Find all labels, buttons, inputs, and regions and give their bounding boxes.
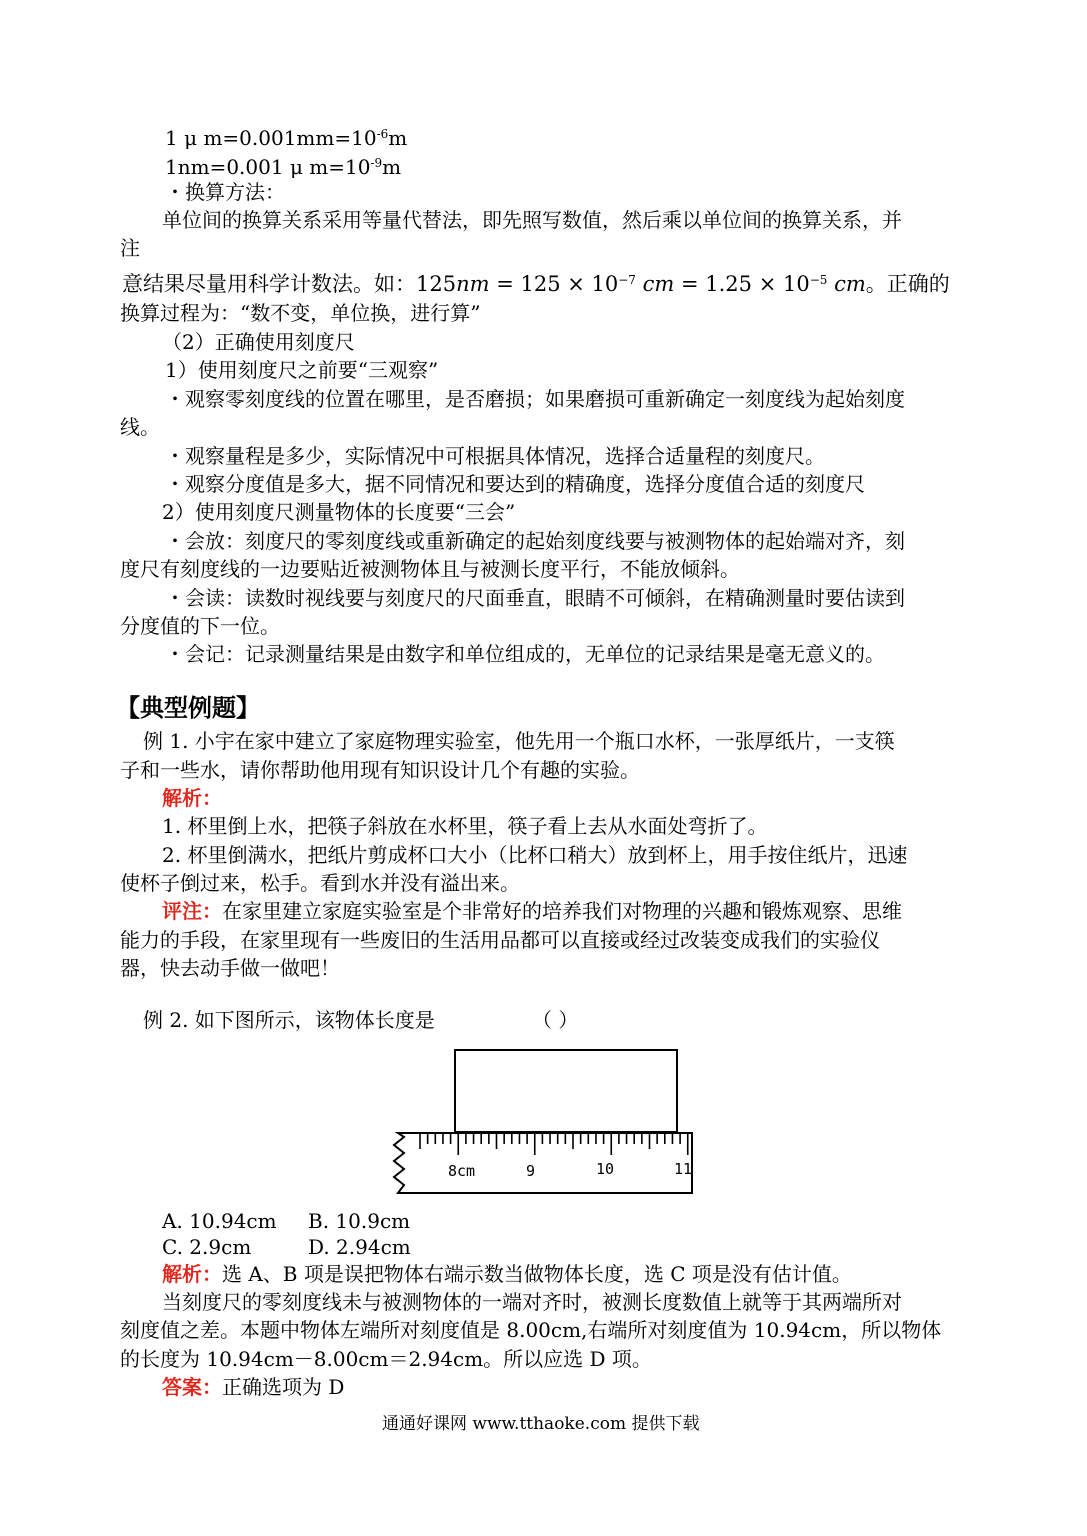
- hui-2b: 分度值的下一位。: [120, 614, 280, 638]
- formula-cm2: cm: [827, 272, 866, 296]
- nm-exp: -9: [370, 156, 383, 170]
- method-paragraph-1: 单位间的换算关系采用等量代替法，即先照写数值，然后乘以单位间的换算关系，并: [162, 208, 902, 232]
- ex1-answer-2b: 使杯子倒过来，松手。看到水并没有溢出来。: [120, 871, 520, 895]
- formula-125: 125: [416, 272, 457, 296]
- ruler-figure: [390, 1045, 700, 1200]
- ex2-jiexi-line: [162, 1261, 852, 1287]
- ex1-comment-2: 能力的手段，在家里现有一些废旧的生活用品都可以直接或经过改装变成我们的实验仪: [120, 928, 880, 952]
- ex1-question-1: 例 1. 小宇在家中建立了家庭物理实验室，他先用一个瓶口水杯，一张厚纸片，一支筷: [143, 729, 895, 753]
- formula-eq2: = 1.25 × 10: [674, 272, 810, 296]
- method-paragraph-2: [122, 267, 950, 297]
- hui-2a: ・会读：读数时视线要与刻度尺的尺面垂直，眼睛不可倾斜，在精确测量时要估读到: [165, 586, 905, 610]
- measured-object: [455, 1050, 677, 1132]
- hui-1b: 度尺有刻度线的一边要贴近被测物体且与被测长度平行，不能放倾斜。: [120, 557, 740, 581]
- hui-1a: ・会放：刻度尺的零刻度线或重新确定的起始刻度线要与被测物体的起始端对齐，刻: [165, 529, 905, 553]
- examples-heading: 【典型例题】: [116, 693, 260, 722]
- ruler-use-sub2: 2）使用刻度尺测量物体的长度要“三会”: [162, 500, 516, 524]
- ex2-jiexi-text: 选 A、B 项是误把物体右端示数当做物体长度，选 C 项是没有估计值。: [222, 1262, 852, 1286]
- formula-exp2: −5: [809, 273, 828, 287]
- ex2-question-text: 例 2. 如下图所示，该物体长度是: [143, 1008, 435, 1032]
- observe-1a: ・观察零刻度线的位置在哪里，是否磨损；如果磨损可重新确定一刻度线为起始刻度: [165, 387, 905, 411]
- page-footer: 通通好课网 www.tthaoke.com 提供下载: [382, 1414, 700, 1434]
- ex2-explain-1: 当刻度尺的零刻度线未与被测物体的一端对齐时，被测长度数值上就等于其两端所对: [162, 1290, 902, 1314]
- ex2-jiexi-label: 解析：: [162, 1262, 222, 1286]
- observe-3: ・观察分度值是多大，据不同情况和要达到的精确度，选择分度值合适的刻度尺: [165, 472, 865, 496]
- method-title: ・换算方法：: [165, 180, 285, 204]
- option-c: C. 2.9cm: [162, 1235, 252, 1259]
- um-base: 1 μ m=0.001mm=10: [165, 126, 377, 150]
- nm-base: 1nm=0.001 μ m=10: [165, 155, 371, 179]
- method-paragraph-1-tail: 注: [120, 236, 140, 260]
- ex1-comment-text: 在家里建立家庭实验室是个非常好的培养我们对物理的兴趣和锻炼观察、思维: [222, 899, 902, 923]
- ex1-comment-3: 器，快去动手做一做吧！: [120, 956, 340, 980]
- um-unit: m: [388, 126, 408, 150]
- formula-cm1: cm: [635, 272, 675, 296]
- ruler-label-9: 9: [526, 1162, 536, 1180]
- ruler-use-sub1: 1）使用刻度尺之前要“三观察”: [165, 358, 439, 382]
- option-d: D. 2.94cm: [308, 1235, 411, 1259]
- um-conversion-line: [165, 121, 407, 151]
- formula-eq1: = 125 × 10: [489, 272, 619, 296]
- option-b: B. 10.9cm: [308, 1209, 411, 1233]
- nm-unit: m: [382, 155, 402, 179]
- um-exp: -6: [376, 127, 389, 141]
- method-p2-prefix: 意结果尽量用科学计数法。如：: [122, 272, 416, 296]
- observe-1b: 线。: [120, 415, 160, 439]
- ex2-answer-line: [162, 1374, 344, 1400]
- ex1-pingzhu-label: 评注：: [162, 899, 222, 923]
- ex2-answer-text: 正确选项为 D: [222, 1375, 345, 1399]
- formula-end: 。正确的: [865, 272, 950, 296]
- ex1-question-2: 子和一些水，请你帮助他用现有知识设计几个有趣的实验。: [120, 758, 640, 782]
- ex1-comment-1: [162, 898, 902, 924]
- observe-2: ・观察量程是多少，实际情况中可根据具体情况，选择合适量程的刻度尺。: [165, 444, 825, 468]
- option-a: A. 10.94cm: [162, 1209, 277, 1233]
- ex2-paren: （ ）: [532, 1008, 579, 1032]
- ruler-use-title: （2）正确使用刻度尺: [162, 330, 355, 354]
- ex2-question: [143, 1007, 435, 1033]
- ex2-explain-3: 的长度为 10.94cm－8.00cm＝2.94cm。所以应选 D 项。: [120, 1347, 652, 1371]
- nm-conversion-line: [165, 150, 401, 180]
- ex2-explain-2: 刻度值之差。本题中物体左端所对刻度值是 8.00cm,右端所对刻度值为 10.94cm，所以物体: [120, 1318, 942, 1342]
- formula-exp1: −7: [618, 273, 636, 287]
- ex1-answer-2a: 2. 杯里倒满水，把纸片剪成杯口大小（比杯口稍大）放到杯上，用手按住纸片，迅速: [162, 843, 908, 867]
- ex1-jiexi-label: 解析：: [162, 786, 222, 810]
- ruler-label-8cm: 8cm: [448, 1162, 476, 1180]
- ruler-label-11: 11: [674, 1160, 693, 1178]
- ex2-answer-label: 答案：: [162, 1375, 222, 1399]
- method-paragraph-3: 换算过程为：“数不变，单位换，进行算”: [120, 301, 481, 325]
- hui-3: ・会记：记录测量结果是由数字和单位组成的，无单位的记录结果是毫无意义的。: [165, 642, 885, 666]
- ruler-label-10: 10: [596, 1160, 615, 1178]
- ex1-answer-1: 1. 杯里倒上水，把筷子斜放在水杯里，筷子看上去从水面处弯折了。: [162, 814, 768, 838]
- formula-nm: nm: [456, 272, 490, 296]
